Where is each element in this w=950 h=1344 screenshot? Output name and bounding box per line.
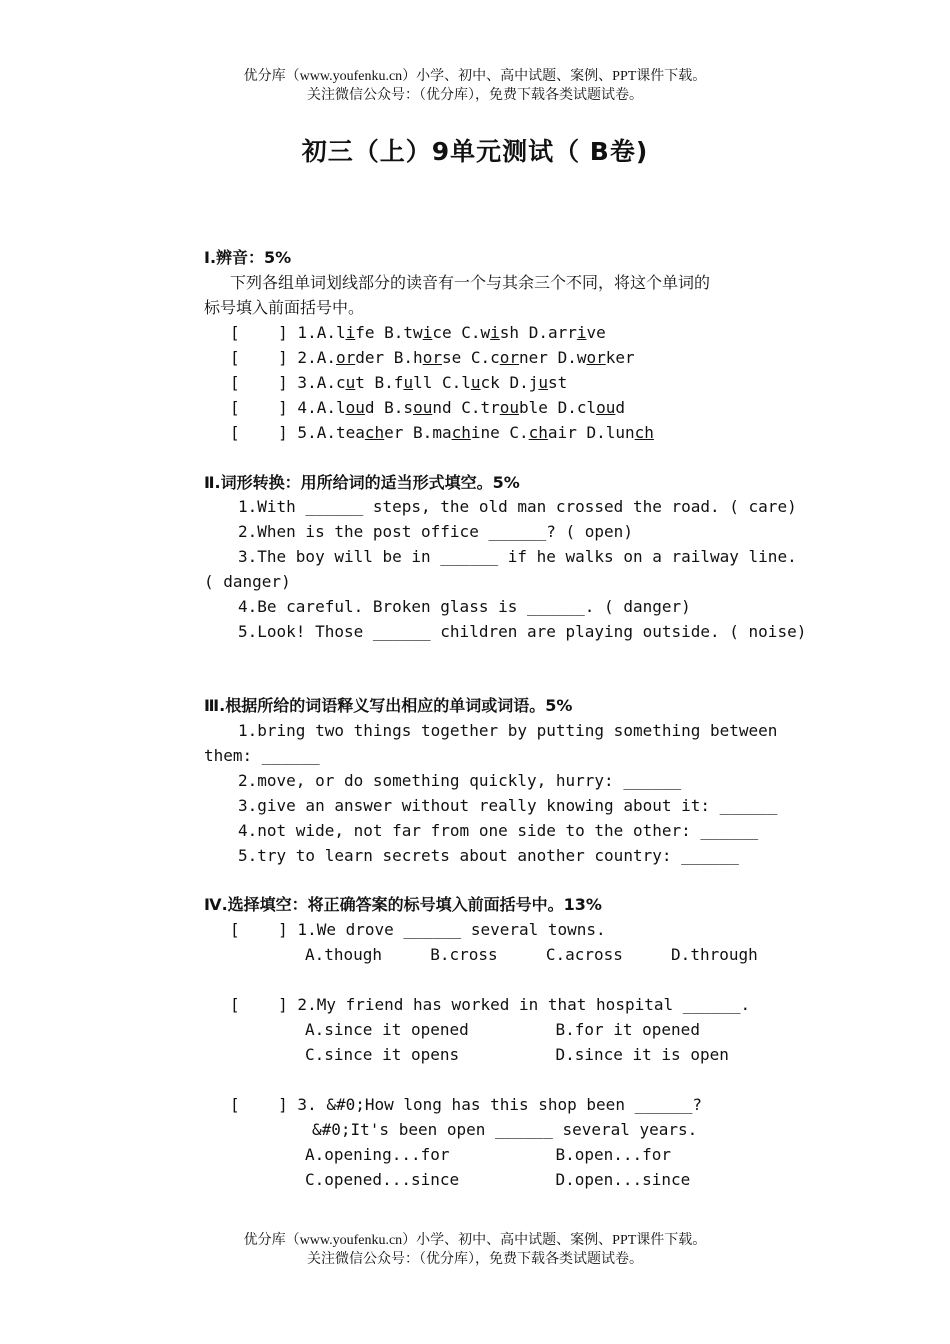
- section-1-instruction-cont: 标号填入前面括号中。: [204, 298, 365, 317]
- underlined-letters: or: [586, 348, 606, 367]
- section-2-item: 3.The boy will be in ______ if he walks on a railway line.: [238, 547, 797, 566]
- section-3-item: 5.try to learn secrets about another country: ______: [238, 846, 739, 865]
- underlined-letters: i: [345, 323, 356, 342]
- section-4-heading: Ⅳ.选择填空：将正确答案的标号填入前面括号中。13%: [204, 895, 602, 914]
- header-line-2: 关注微信公众号：（优分库），免费下载各类试题试卷。: [307, 88, 643, 103]
- footer-line-1: 优分库（www.youfenku.cn）小学、初中、高中试题、案例、PPT课件下载。: [243, 1233, 707, 1248]
- underlined-letters: ch: [528, 423, 548, 442]
- option-c: C.corner: [470, 348, 548, 367]
- underlined-letters: i: [576, 323, 587, 342]
- option-a: A.cut: [316, 373, 365, 392]
- section-3-item: 4.not wide, not far from one side to the other: ______: [238, 821, 759, 840]
- section-4-question-1: [ ] 1.We drove ______ several towns.: [230, 920, 606, 939]
- option-d: D.lunch: [586, 423, 654, 442]
- underlined-letters: u: [470, 373, 481, 392]
- answer-bracket: [ ] 1.: [230, 323, 317, 342]
- option-b: B.horse: [393, 348, 462, 367]
- footer-line-2: 关注微信公众号：（优分库），免费下载各类试题试卷。: [307, 1252, 643, 1267]
- option-d: D.just: [509, 373, 568, 392]
- option-b: B.full: [374, 373, 433, 392]
- answer-bracket: [ ] 5.: [230, 423, 317, 442]
- answer-bracket: [ ] 3.: [230, 373, 317, 392]
- option-d: D.worker: [557, 348, 635, 367]
- section-1-item: [230, 345, 635, 370]
- option-b: B.sound: [384, 398, 452, 417]
- underlined-letters: ou: [345, 398, 365, 417]
- underlined-letters: i: [422, 323, 433, 342]
- section-4-question-3-cont: &#0;It's been open ______ several years.: [312, 1120, 698, 1139]
- option-c: C.wish: [461, 323, 520, 342]
- option-c: C.chair: [509, 423, 577, 442]
- section-2-item: 5.Look! Those ______ children are playing outside. ( noise): [238, 622, 807, 641]
- section-2-item: 1.With ______ steps, the old man crossed the road. ( care): [238, 497, 797, 516]
- section-2-item: 2.When is the post office ______? ( open): [238, 522, 633, 541]
- underlined-letters: ou: [596, 398, 616, 417]
- section-4-question-2-options: C.since it opens D.since it is open: [305, 1045, 729, 1064]
- section-3-item: 2.move, or do something quickly, hurry: ______: [238, 771, 682, 790]
- answer-bracket: [ ] 2.: [230, 348, 317, 367]
- option-a: A.life: [316, 323, 375, 342]
- section-4-question-3-options: A.opening...for B.open...for: [305, 1145, 672, 1164]
- underlined-letters: ou: [413, 398, 433, 417]
- header-line-1: 优分库（www.youfenku.cn）小学、初中、高中试题、案例、PPT课件下载。: [243, 69, 707, 84]
- underlined-letters: ou: [499, 398, 520, 417]
- underlined-letters: or: [422, 348, 442, 367]
- option-b: B.machine: [413, 423, 500, 442]
- section-3-heading: Ⅲ.根据所给的词语释义写出相应的单词或词语。5%: [204, 696, 573, 715]
- section-1-instruction: 下列各组单词划线部分的读音有一个与其余三个不同，将这个单词的: [230, 273, 711, 292]
- option-b: B.twice: [384, 323, 452, 342]
- section-4-question-3-options: C.opened...since D.open...since: [305, 1170, 691, 1189]
- option-d: D.cloud: [557, 398, 626, 417]
- section-3-item: 1.bring two things together by putting something between: [238, 721, 778, 740]
- section-2-item-cont: ( danger): [204, 572, 291, 591]
- underlined-letters: u: [538, 373, 548, 392]
- option-a: A.loud: [316, 398, 375, 417]
- section-2-heading: Ⅱ.词形转换：用所给词的适当形式填空。5%: [204, 473, 520, 492]
- option-d: D.arrive: [528, 323, 606, 342]
- underlined-letters: or: [335, 348, 356, 367]
- option-a: A.order: [316, 348, 385, 367]
- section-3-item-cont: them: ______: [204, 746, 320, 765]
- underlined-letters: or: [499, 348, 520, 367]
- section-4-question-2-options: A.since it opened B.for it opened: [305, 1020, 700, 1039]
- underlined-letters: i: [490, 323, 500, 342]
- section-1-item: [230, 370, 567, 395]
- option-c: C.luck: [441, 373, 500, 392]
- underlined-letters: ch: [451, 423, 471, 442]
- section-2-item: 4.Be careful. Broken glass is ______. ( danger): [238, 597, 691, 616]
- section-1-heading: Ⅰ.辨音：5%: [204, 248, 292, 267]
- underlined-letters: u: [345, 373, 356, 392]
- section-1-item: [230, 320, 606, 345]
- underlined-letters: ch: [634, 423, 654, 442]
- option-a: A.teacher: [316, 423, 404, 442]
- section-1-item: [230, 420, 654, 445]
- option-c: C.trouble: [461, 398, 548, 417]
- section-3-item: 3.give an answer without really knowing about it: ______: [238, 796, 778, 815]
- answer-bracket: [ ] 4.: [230, 398, 317, 417]
- underlined-letters: u: [403, 373, 414, 392]
- section-4-question-3: [ ] 3. &#0;How long has this shop been ______?: [230, 1095, 703, 1114]
- section-1-item: [230, 395, 625, 420]
- section-4-question-1-options: A.though B.cross C.across D.through: [305, 945, 758, 964]
- section-4-question-2: [ ] 2.My friend has worked in that hospital ______.: [230, 995, 751, 1014]
- page-title: 初三（上）9单元测试（ B卷): [301, 137, 649, 166]
- underlined-letters: ch: [364, 423, 385, 442]
